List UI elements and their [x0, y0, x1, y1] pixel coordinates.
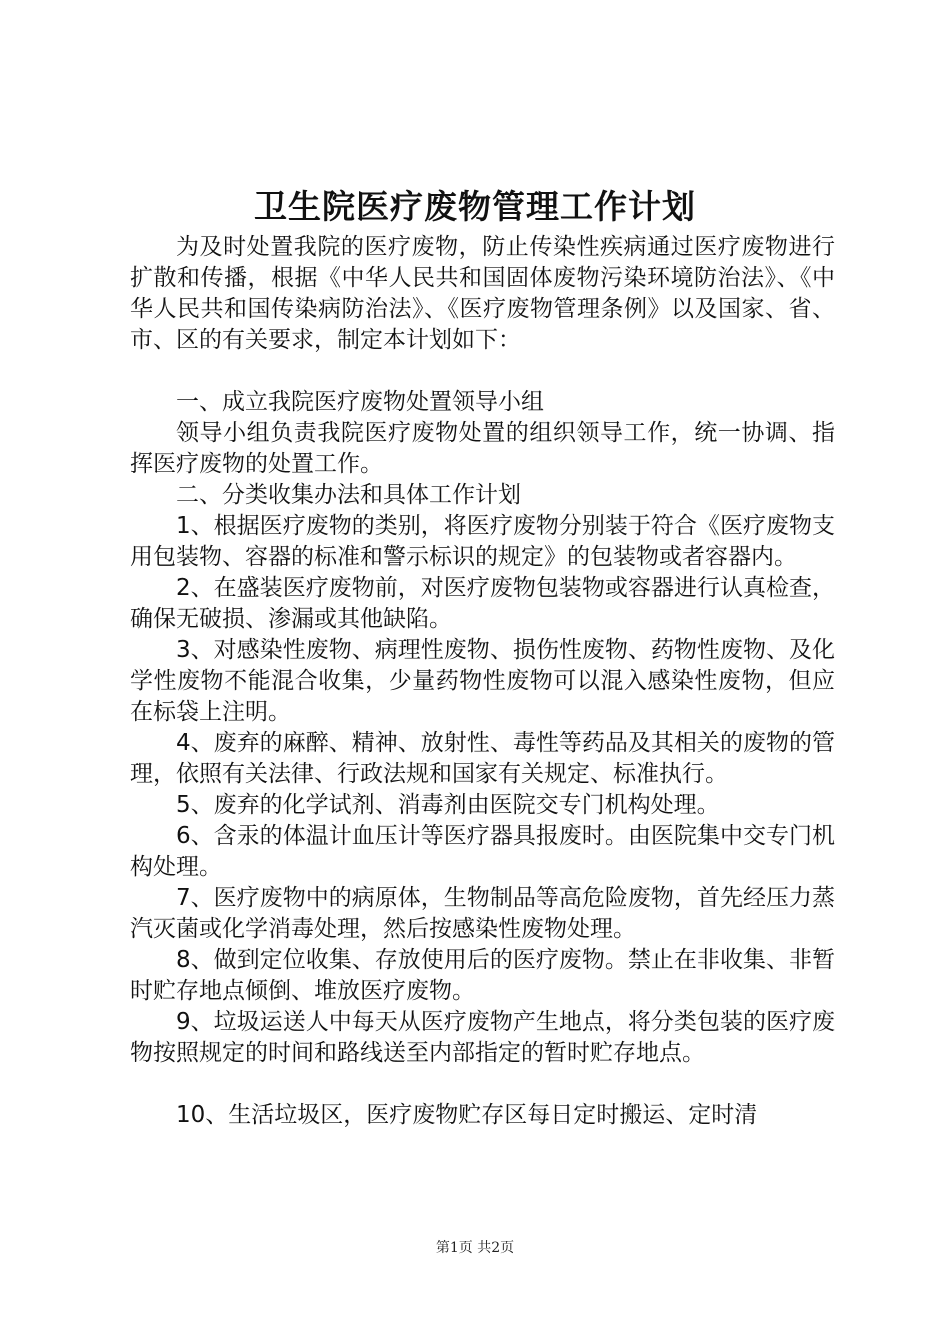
list-item: 2、在盛装医疗废物前，对医疗废物包装物或容器进行认真检查，确保无破损、渗漏或其他缺陷。 — [130, 575, 835, 632]
list-item: 5、废弃的化学试剂、消毒剂由医院交专门机构处理。 — [176, 792, 720, 818]
list-item: 10、生活垃圾区，医疗废物贮存区每日定时搬运、定时清 — [176, 1102, 758, 1128]
list-item: 3、对感染性废物、病理性废物、损伤性废物、药物性废物、及化学性废物不能混合收集，少量药物性废物可以混入感染性废物，但应在标袋上注明。 — [130, 637, 835, 725]
document-body — [130, 232, 835, 1131]
page-footer: 第1页 共2页 — [435, 1240, 515, 1256]
intro-paragraph: 为及时处置我院的医疗废物，防止传染性疾病通过医疗废物进行扩散和传播，根据《中华人民共和国固体废物污染环境防治法》、《中华人民共和国传染病防治法》、《医疗废物管理条例》以及国家、省、市、区的有关要求，制定本计划如下： — [130, 234, 835, 353]
list-item: 7、医疗废物中的病原体，生物制品等高危险废物，首先经压力蒸汽灭菌或化学消毒处理，然后按感染性废物处理。 — [130, 885, 835, 942]
list-item: 8、做到定位收集、存放使用后的医疗废物。禁止在非收集、非暂时贮存地点倾倒、堆放医疗废物。 — [130, 947, 835, 1004]
list-item: 4、废弃的麻醉、精神、放射性、毒性等药品及其相关的废物的管理，依照有关法律、行政法规和国家有关规定、标准执行。 — [130, 730, 835, 787]
list-item: 6、含汞的体温计血压计等医疗器具报废时。由医院集中交专门机构处理。 — [130, 823, 835, 880]
list-item: 1、根据医疗废物的类别，将医疗废物分别装于符合《医疗废物支用包装物、容器的标准和警示标识的规定》的包装物或者容器内。 — [130, 513, 835, 570]
list-item: 9、垃圾运送人中每天从医疗废物产生地点，将分类包装的医疗废物按照规定的时间和路线送至内部指定的暂时贮存地点。 — [130, 1009, 835, 1066]
document-title: 卫生院医疗废物管理工作计划 — [254, 187, 696, 226]
section-1-heading: 一、成立我院医疗废物处置领导小组 — [176, 389, 544, 415]
section-2-heading: 二、分类收集办法和具体工作计划 — [176, 482, 521, 508]
section-1-text: 领导小组负责我院医疗废物处置的组织领导工作，统一协调、指挥医疗废物的处置工作。 — [130, 420, 835, 477]
